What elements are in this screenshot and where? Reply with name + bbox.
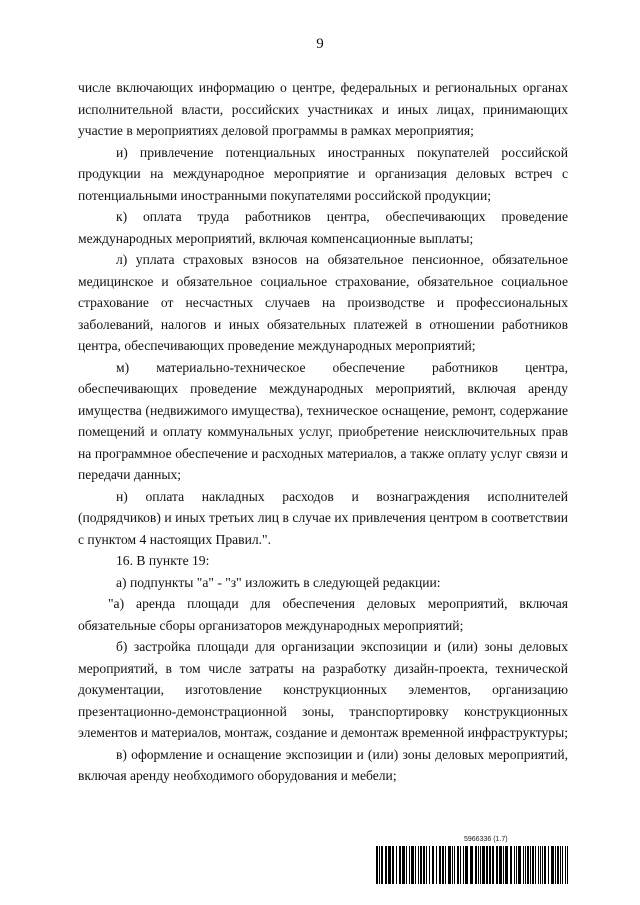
document-body [78,77,568,787]
paragraph: а) подпункты "а" - "з" изложить в следующей редакции: [116,574,441,590]
barcode-number: 5966336 (1.7) [464,836,508,843]
barcode-icon [376,846,568,884]
paragraph: м) материально-техническое обеспечение работников центра, обеспечивающих проведение международных мероприятий, включая аренду имущества (недвижимого имущества), техническое оснащение, ремонт, содержание помещений и оплату коммунальных услуг, приобретение неисключительных прав на программное обеспечение и расходных материалов, а также оплату услуг связи и передачи данных; [78,359,568,482]
paragraph: "а) аренда площади для обеспечения деловых мероприятий, включая обязательные сборы организаторов международных мероприятий; [78,596,568,633]
paragraph: и) привлечение потенциальных иностранных покупателей российской продукции на международное мероприятие и организация деловых встреч с потенциальными иностранными покупателями российской продукции; [78,144,568,203]
paragraph: б) застройка площади для организации экспозиции и (или) зоны деловых мероприятий, в том числе затраты на разработку дизайн-проекта, технической документации, изготовление конструкционных элементов, организацию презентационно-демонстрационной зоны, транспортировку конструкционных элементов и материалов, монтаж, создание и демонтаж временной инфраструктуры; [78,639,569,740]
paragraph: в) оформление и оснащение экспозиции и (или) зоны деловых мероприятий, включая аренду необходимого оборудования и мебели; [78,746,568,783]
paragraph: л) уплата страховых взносов на обязательное пенсионное, обязательное медицинское и обязательное социальное страхование, обязательное социальное страхование от несчастных случаев на производстве и профессиональных заболеваний, налогов и иных обязательных платежей в отношении работников центра, обеспечивающих проведение международных мероприятий; [78,252,568,353]
paragraph: числе включающих информацию о центре, федеральных и региональных органах исполнительной власти, российских участниках и иных лицах, принимающих участие в мероприятиях деловой программы в рамках мероприятия; [78,80,568,138]
paragraph: 16. В пункте 19: [116,553,210,568]
page-number: 9 [316,36,324,52]
paragraph: н) оплата накладных расходов и вознаграждения исполнителей (подрядчиков) и иных третьих лиц в случае их привлечения центром в соответствии с пунктом 4 настоящих Правил.". [78,488,568,547]
paragraph: к) оплата труда работников центра, обеспечивающих проведение международных мероприятий, включая компенсационные выплаты; [78,209,568,246]
